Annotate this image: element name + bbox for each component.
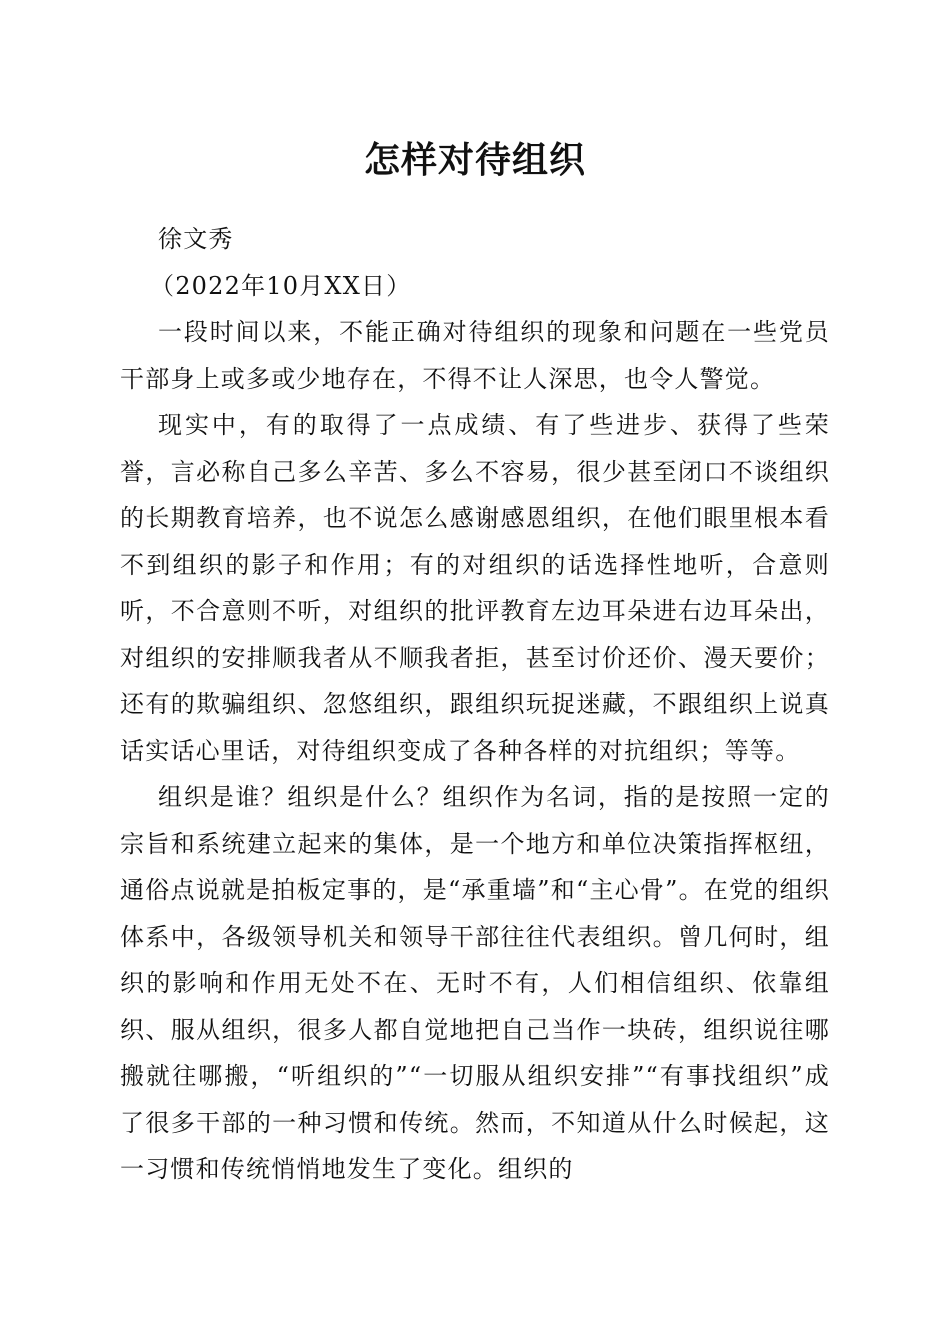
document-title: 怎样对待组织 bbox=[363, 139, 586, 181]
paragraph-1: 一段时间以来，不能正确对待组织的现象和问题在一些党员干部身上或多或少地存在，不得不让人深思，也令人警觉。 bbox=[120, 318, 830, 393]
author-line: 徐文秀 bbox=[158, 225, 234, 253]
paragraph-2: 现实中，有的取得了一点成绩、有了些进步、获得了些荣誉，言必称自己多么辛苦、多么不容易，很少甚至闭口不谈组织的长期教育培养，也不说怎么感谢感恩组织，在他们眼里根本看不到组织的影子和作用；有的对组织的话选择性地听，合意则听，不合意则不听，对组织的批评教育左边耳朵进右边耳朵出，对组织的安排顺我者从不顺我者拒，甚至讨价还价、漫天要价；还有的欺骗组织、忽悠组织，跟组织玩捉迷藏，不跟组织上说真话实话心里话，对待组织变成了各种各样的对抗组织；等等。 bbox=[120, 411, 830, 765]
document-body bbox=[120, 216, 830, 1193]
paragraph-3: 组织是谁？组织是什么？组织作为名词，指的是按照一定的宗旨和系统建立起来的集体，是一个地方和单位决策指挥枢纽，通俗点说就是拍板定事的，是“承重墙”和“主心骨”。在党的组织体系中，各级领导机关和领导干部往往代表组织。曾几何时，组织的影响和作用无处不在、无时不有，人们相信组织、依靠组织、服从组织，很多人都自觉地把自己当作一块砖，组织说往哪搬就往哪搬，“听组织的”“一切服从组织安排”“有事找组织”成了很多干部的一种习惯和传统。然而，不知道从什么时候起，这一习惯和传统悄悄地发生了变化。组织的 bbox=[120, 783, 830, 1183]
date-line: （2022年10月XX日） bbox=[150, 271, 412, 300]
